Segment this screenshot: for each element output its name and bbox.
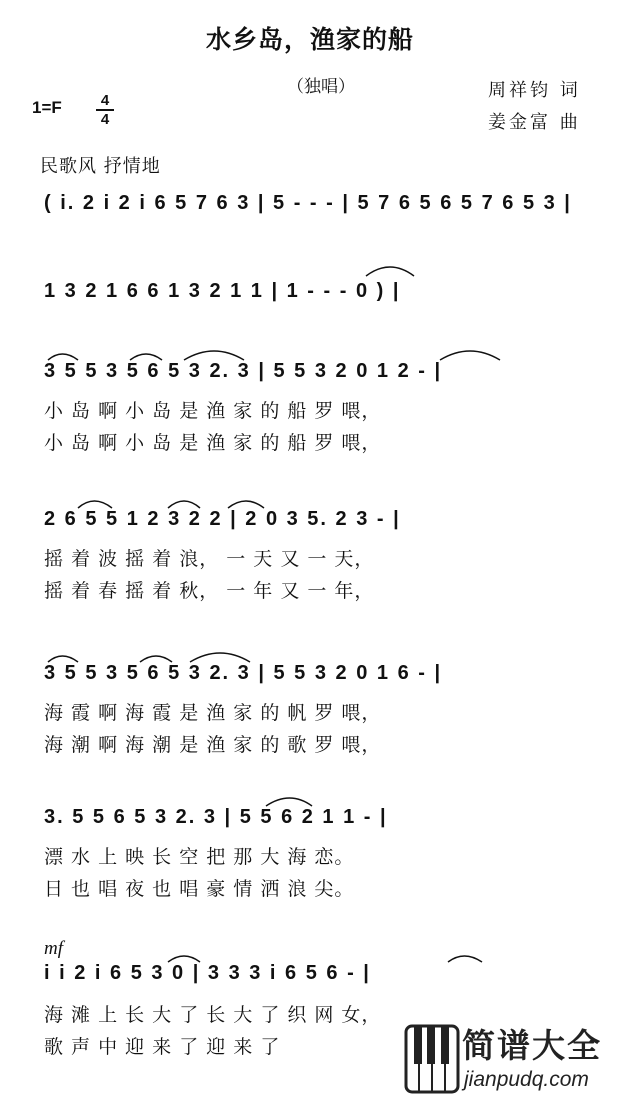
slur: [78, 501, 112, 508]
lyric-line: 小 岛 啊 小 岛 是 渔 家 的 船 罗 喂，: [44, 400, 382, 422]
performance-subtitle: （独唱）: [287, 77, 355, 97]
notation-line: 3 5 5 3 5 6 5 3 2. 3 | 5 5 3 2 0 1 6 - |: [44, 662, 443, 684]
dynamic-mark: mf: [44, 938, 63, 959]
lyric-line: 日 也 唱 夜 也 唱 豪 情 洒 浪 尖。: [44, 878, 355, 900]
watermark-brand: 简谱大全: [462, 1026, 602, 1065]
lyric-line: 摇 着 波 摇 着 浪， 一 天 又 一 天，: [44, 548, 375, 570]
slur: [448, 956, 482, 962]
notation-line: i i 2 i 6 5 3 0 | 3 3 3 i 6 5 6 - |: [44, 962, 371, 984]
slur: [190, 653, 250, 662]
slur: [168, 501, 200, 508]
slur: [184, 351, 244, 360]
slur: [48, 354, 78, 360]
lyricist-credit: 周祥钧 词: [488, 80, 581, 101]
notation-line: 3 5 5 3 5 6 5 3 2. 3 | 5 5 3 2 0 1 2 - |: [44, 360, 443, 382]
key-signature: 1=F: [32, 98, 62, 117]
watermark-url: jianpudq.com: [464, 1068, 589, 1091]
lyric-line: 海 滩 上 长 大 了 长 大 了 织 网 女，: [44, 1004, 382, 1026]
lyric-line: 海 霞 啊 海 霞 是 渔 家 的 帆 罗 喂，: [44, 702, 382, 724]
slur: [130, 354, 162, 360]
lyric-line: 海 潮 啊 海 潮 是 渔 家 的 歌 罗 喂，: [44, 734, 382, 756]
slur: [168, 956, 200, 962]
lyric-line: 摇 着 春 摇 着 秋， 一 年 又 一 年，: [44, 580, 375, 602]
tie-slur: [366, 267, 414, 276]
notation-line: ( i. 2 i 2 i 6 5 7 6 3 | 5 - - - | 5 7 6 5 6 5 7 6 5 3 |: [44, 192, 572, 214]
meter-top: 4: [100, 92, 110, 109]
composer-credit: 姜金富 曲: [488, 112, 581, 133]
notation-line: 1 3 2 1 6 6 1 3 2 1 1 | 1 - - - 0 ) |: [44, 280, 401, 302]
lyric-line: 歌 声 中 迎 来 了 迎 来 了: [44, 1036, 281, 1058]
tempo-style-mark: 民歌风 抒情地: [40, 156, 161, 177]
slur: [48, 656, 78, 662]
slur: [440, 351, 500, 360]
lyric-line: 小 岛 啊 小 岛 是 渔 家 的 船 罗 喂，: [44, 432, 382, 454]
slur: [228, 501, 264, 508]
lyric-line: 漂 水 上 映 长 空 把 那 大 海 恋。: [44, 846, 355, 868]
notation-line: 3. 5 5 6 5 3 2. 3 | 5 5 6 2 1 1 - |: [44, 806, 388, 828]
slur: [140, 656, 172, 662]
song-title: 水乡岛，渔家的船: [205, 25, 414, 54]
piano-keys-icon: [404, 1020, 460, 1096]
slur: [266, 798, 312, 806]
notation-line: 2 6 5 5 1 2 3 2 2 | 2 0 3 5. 2 3 - |: [44, 508, 401, 530]
meter-bottom: 4: [96, 109, 114, 128]
